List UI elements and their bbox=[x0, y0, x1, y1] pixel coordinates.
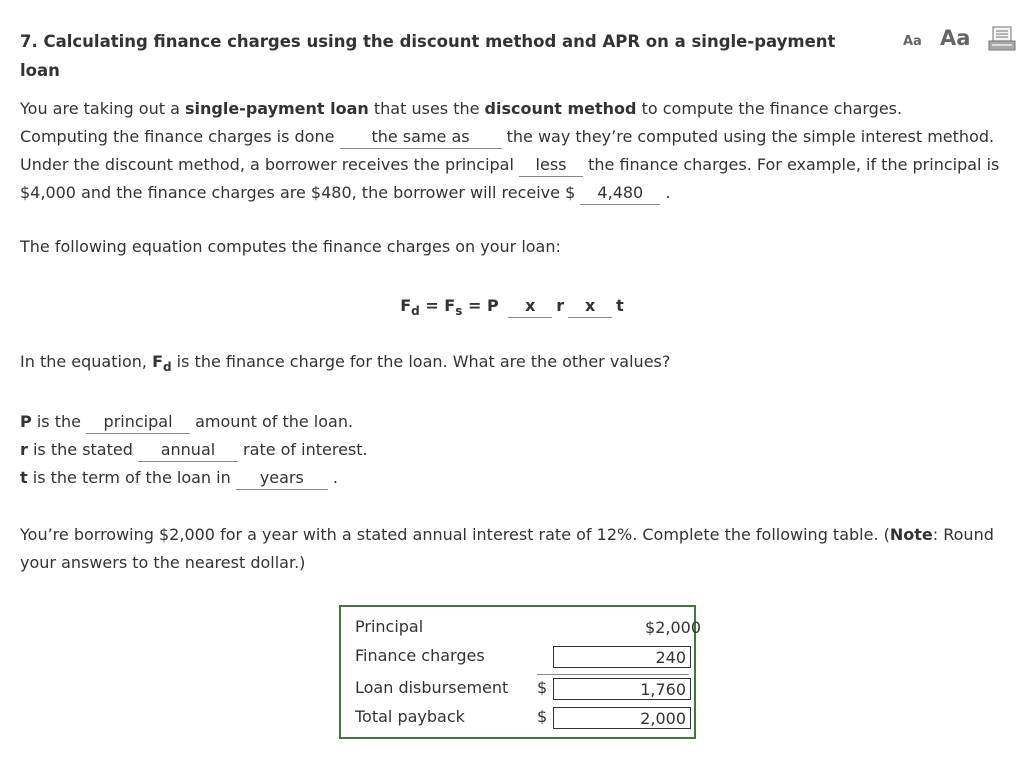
fd-subscript: d bbox=[163, 360, 172, 375]
explain-text: is the finance charge for the loan. What are the other values? bbox=[171, 352, 671, 371]
operator-2-dropdown[interactable]: x bbox=[568, 295, 612, 318]
dollar-sign: $ bbox=[537, 678, 548, 697]
equation-intro: The following equation computes the finance charges on your loan: bbox=[20, 237, 561, 256]
intro-text: the way they’re computed using the simple interest method. Under the discount method, a borrower receives the principal bbox=[20, 127, 995, 174]
row-label-loan-disbursement: Loan disbursement bbox=[355, 678, 509, 697]
example-receive-dropdown[interactable]: 4,480 bbox=[580, 182, 660, 205]
principal-relation-dropdown[interactable]: less bbox=[519, 154, 583, 177]
p-definition-dropdown[interactable]: principal bbox=[86, 411, 190, 434]
def-text: is the bbox=[31, 412, 87, 431]
dollar-sign: $ bbox=[537, 707, 548, 726]
intro-text: . bbox=[660, 183, 671, 202]
question-title: 7. Calculating finance charges using the discount method and APR on a single-payment loan bbox=[20, 32, 836, 80]
r-variable: r bbox=[20, 440, 28, 459]
loan-table bbox=[339, 605, 701, 739]
intro-text: You are taking out a bbox=[20, 99, 185, 118]
total-payback-input[interactable]: 2,000 bbox=[553, 707, 691, 729]
table-divider bbox=[537, 674, 689, 675]
fs-symbol: F bbox=[444, 296, 456, 315]
def-text: rate of interest. bbox=[237, 440, 368, 459]
font-size-large-button[interactable]: Aa bbox=[940, 26, 971, 50]
finance-charges-input[interactable]: 240 bbox=[553, 646, 691, 668]
t-variable: t bbox=[20, 468, 28, 487]
intro-paragraph bbox=[20, 95, 1015, 207]
method-comparison-dropdown[interactable]: the same as bbox=[340, 126, 502, 149]
font-size-small-button[interactable]: Aa bbox=[903, 34, 922, 49]
row-label-total-payback: Total payback bbox=[355, 707, 465, 726]
def-text: is the term of the loan in bbox=[27, 468, 236, 487]
fs-subscript: s bbox=[455, 304, 463, 319]
def-text: is the stated bbox=[27, 440, 138, 459]
t-definition-dropdown[interactable]: years bbox=[236, 467, 328, 490]
intro-bold-single-payment: single-payment loan bbox=[184, 99, 369, 118]
equals-p: = P bbox=[462, 296, 505, 315]
note-label: Note bbox=[889, 525, 933, 544]
fd-symbol: F bbox=[400, 296, 412, 315]
t-symbol: t bbox=[616, 296, 624, 315]
p-variable: P bbox=[20, 412, 32, 431]
operator-1-dropdown[interactable]: x bbox=[508, 295, 552, 318]
r-symbol: r bbox=[556, 296, 565, 315]
fd-subscript: d bbox=[411, 304, 420, 319]
row-label-finance-charges: Finance charges bbox=[355, 646, 485, 665]
equals-sign: = bbox=[419, 296, 445, 315]
borrow-text: : Round your answers to the nearest dollar.) bbox=[20, 525, 994, 572]
fd-symbol: F bbox=[152, 352, 163, 371]
borrow-text: You’re borrowing $2,000 for a year with a stated annual interest rate of 12%. Complete the following table. ( bbox=[20, 525, 890, 544]
equation-explanation bbox=[20, 352, 670, 374]
print-icon[interactable] bbox=[988, 26, 1016, 52]
intro-text: Computing the finance charges is done bbox=[20, 127, 340, 146]
finance-charge-equation bbox=[0, 295, 1024, 318]
variable-definitions bbox=[20, 408, 368, 492]
def-text: . bbox=[327, 468, 338, 487]
r-definition-dropdown[interactable]: annual bbox=[138, 439, 238, 462]
explain-text: In the equation, bbox=[20, 352, 153, 371]
principal-value: $2,000 bbox=[645, 618, 701, 637]
intro-text: the finance charges. For example, if the principal is $4,000 and the finance charges are $480, the borrower will receive $ bbox=[20, 155, 1000, 202]
intro-text: to compute the finance charges. bbox=[636, 99, 903, 118]
row-label-principal: Principal bbox=[355, 617, 424, 636]
loan-disbursement-input[interactable]: 1,760 bbox=[553, 678, 691, 700]
def-text: amount of the loan. bbox=[190, 412, 354, 431]
intro-text: that uses the bbox=[368, 99, 485, 118]
intro-bold-discount-method: discount method bbox=[484, 99, 637, 118]
borrowing-instructions bbox=[20, 521, 1010, 577]
